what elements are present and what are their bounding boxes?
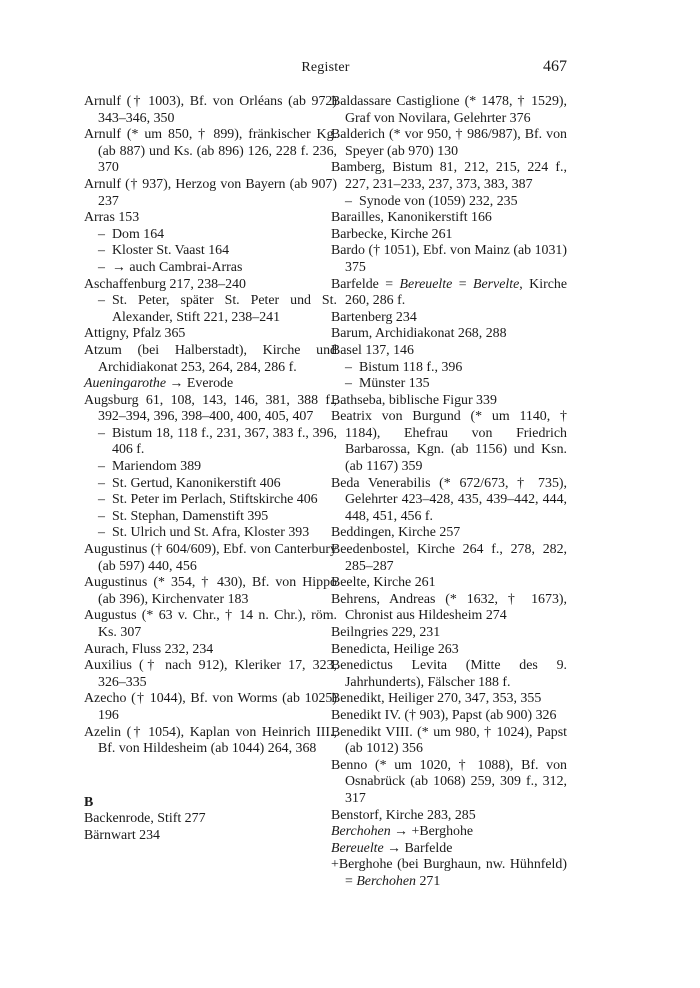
running-header <box>84 60 567 82</box>
index-entry: Barbecke, Kirche 261 <box>331 226 453 242</box>
entry-reference: → Barfelde <box>383 840 453 856</box>
index-entry: Arnulf (* um 850, † 899), fränkischer Kg. (ab 887) und Ks. (ab 896) 126, 228 f. 236, 370 <box>84 127 337 176</box>
index-subentry: – Synode von (1059) 232, 235 <box>331 194 567 211</box>
index-entry: Azelin († 1054), Kaplan von Heinrich III., Bf. von Hildesheim (ab 1044) 264, 368 <box>84 724 337 757</box>
entry-text: = <box>452 276 473 292</box>
entry-reference: → Everode <box>166 376 234 392</box>
index-entry: Benedictus Levita (Mitte des 9. Jahrhunderts), Fälscher 188 f. <box>331 658 567 690</box>
index-entry: Benstorf, Kirche 283, 285 <box>331 807 476 823</box>
entry-text: +Berghohe (bei Burghaun, nw. Hühnfeld) = <box>331 857 567 889</box>
index-entry: Beilngries 229, 231 <box>331 625 441 640</box>
index-entry: Bathseba, biblische Figur 339 <box>331 392 497 408</box>
index-entry: Benedikt IV. († 903), Papst (ab 900) 326 <box>331 707 557 723</box>
index-subentry: – Bistum 18, 118 f., 231, 367, 383 f., 396, 406 f. <box>84 426 337 459</box>
index-subentry: – St. Peter im Perlach, Stiftskirche 406 <box>84 492 337 509</box>
index-entry: Auxilius († nach 912), Kleriker 17, 323, 326–335 <box>84 658 337 690</box>
index-column-left <box>84 94 337 845</box>
index-entry: Balderich (* vor 950, † 986/987), Bf. von Speyer (ab 970) 130 <box>331 127 567 159</box>
index-subentry: – Kloster St. Vaast 164 <box>84 243 337 260</box>
index-entry: Bärnwart 234 <box>84 827 160 843</box>
index-entry <box>84 376 337 393</box>
index-entry: Arnulf († 1003), Bf. von Orléans (ab 972) 343–346, 350 <box>84 94 337 126</box>
index-subentry: – → auch Cambrai-Arras <box>84 260 337 277</box>
running-title: Register <box>301 60 350 75</box>
index-entry: Benedikt VIII. (* um 980, † 1024), Papst (ab 1012) 356 <box>331 724 567 757</box>
section-heading: B <box>84 794 94 810</box>
index-entry: Beelte, Kirche 261 <box>331 575 436 591</box>
index-entry <box>331 277 567 310</box>
index-entry: Beda Venerabilis (* 672/673, † 735), Gelehrter 423–428, 435, 439–442, 444, 448, 451, 456 f. <box>331 475 567 524</box>
index-entry: Beatrix von Burgund (* um 1140, † 1184), Ehefrau von Friedrich Barbarossa, Kgn. (ab 1156) und Ksn. (ab 1167) 359 <box>331 409 567 475</box>
index-entry: Benno (* um 1020, † 1088), Bf. von Osnabrück (ab 1068) 259, 309 f., 312, 317 <box>331 757 567 806</box>
entry-text: Barfelde = <box>331 276 400 292</box>
index-entry: Bartenberg 234 <box>331 309 417 325</box>
index-entry: Augustinus († 604/609), Ebf. von Canterbury (ab 597) 440, 456 <box>84 542 337 574</box>
index-subentry: – Münster 135 <box>331 376 567 393</box>
index-entry: Arnulf († 937), Herzog von Bayern (ab 907) 237 <box>84 176 337 209</box>
entry-reference: → +Berghohe <box>390 824 474 840</box>
entry-text: 271 <box>415 873 441 889</box>
index-entry: Barum, Archidiakonat 268, 288 <box>331 326 507 342</box>
index-subentry: – Bistum 118 f., 396 <box>331 360 567 377</box>
index-entry: Beedenbostel, Kirche 264 f., 278, 282, 285–287 <box>331 542 567 574</box>
index-subentry: – St. Ulrich und St. Afra, Kloster 393 <box>84 525 337 542</box>
index-entry: Benedikt, Heiliger 270, 347, 353, 355 <box>331 691 542 707</box>
entry-italic-term: Bervelte <box>472 276 520 292</box>
index-entry: Attigny, Pfalz 365 <box>84 326 186 342</box>
index-subentry: – St. Stephan, Damenstift 395 <box>84 509 337 526</box>
index-entry: Beddingen, Kirche 257 <box>331 525 461 541</box>
page-number: 467 <box>543 58 567 75</box>
index-entry <box>331 841 567 858</box>
index-entry: Basel 137, 146 <box>331 342 414 358</box>
index-entry <box>331 857 567 890</box>
index-entry: Arras 153 <box>84 210 140 226</box>
index-column-right <box>331 94 567 891</box>
index-entry: Barailles, Kanonikerstift 166 <box>331 210 492 226</box>
index-entry <box>331 824 567 841</box>
index-entry: Aschaffenburg 217, 238–240 <box>84 276 246 292</box>
index-entry: Bamberg, Bistum 81, 212, 215, 224 f., 227, 231–233, 237, 373, 383, 387 <box>331 160 567 192</box>
index-subentry: – St. Gertud, Kanonikerstift 406 <box>84 476 337 493</box>
entry-italic-term: Berchohen <box>356 873 416 889</box>
entry-italic-term: Bereuelte <box>331 840 384 856</box>
index-entry: Augustinus (* 354, † 430), Bf. von Hippo (ab 396), Kirchenvater 183 <box>84 575 337 607</box>
index-entry: Backenrode, Stift 277 <box>84 811 206 827</box>
entry-italic-term: Aueningarothe <box>84 376 167 392</box>
index-entry: Bardo († 1051), Ebf. von Mainz (ab 1031) 375 <box>331 243 567 275</box>
entry-italic-term: Bereuelte <box>399 276 453 292</box>
index-entry: Azecho († 1044), Bf. von Worms (ab 1025) 196 <box>84 691 337 723</box>
entry-italic-term: Berchohen <box>331 824 391 840</box>
index-entry: Benedicta, Heilige 263 <box>331 641 459 657</box>
index-entry: Baldassare Castiglione (* 1478, † 1529), Graf von Novilara, Gelehrter 376 <box>331 94 567 126</box>
index-subentry: – Mariendom 389 <box>84 459 337 476</box>
index-entry: Aurach, Fluss 232, 234 <box>84 641 214 657</box>
entry-text: , Kirche 260, 286 f. <box>345 276 567 309</box>
index-entry: Augustus (* 63 v. Chr., † 14 n. Chr.), röm. Ks. 307 <box>84 608 337 640</box>
index-entry: Augsburg 61, 108, 143, 146, 381, 388 f., 392–394, 396, 398–400, 400, 405, 407 <box>84 392 337 425</box>
index-subentry: – St. Peter, später St. Peter und St. Alexander, Stift 221, 238–241 <box>84 293 337 326</box>
index-subentry: – Dom 164 <box>84 227 337 244</box>
index-entry: Atzum (bei Halberstadt), Kirche und Archidiakonat 253, 264, 284, 286 f. <box>84 342 337 375</box>
index-entry: Behrens, Andreas (* 1632, † 1673), Chronist aus Hildesheim 274 <box>331 591 567 624</box>
